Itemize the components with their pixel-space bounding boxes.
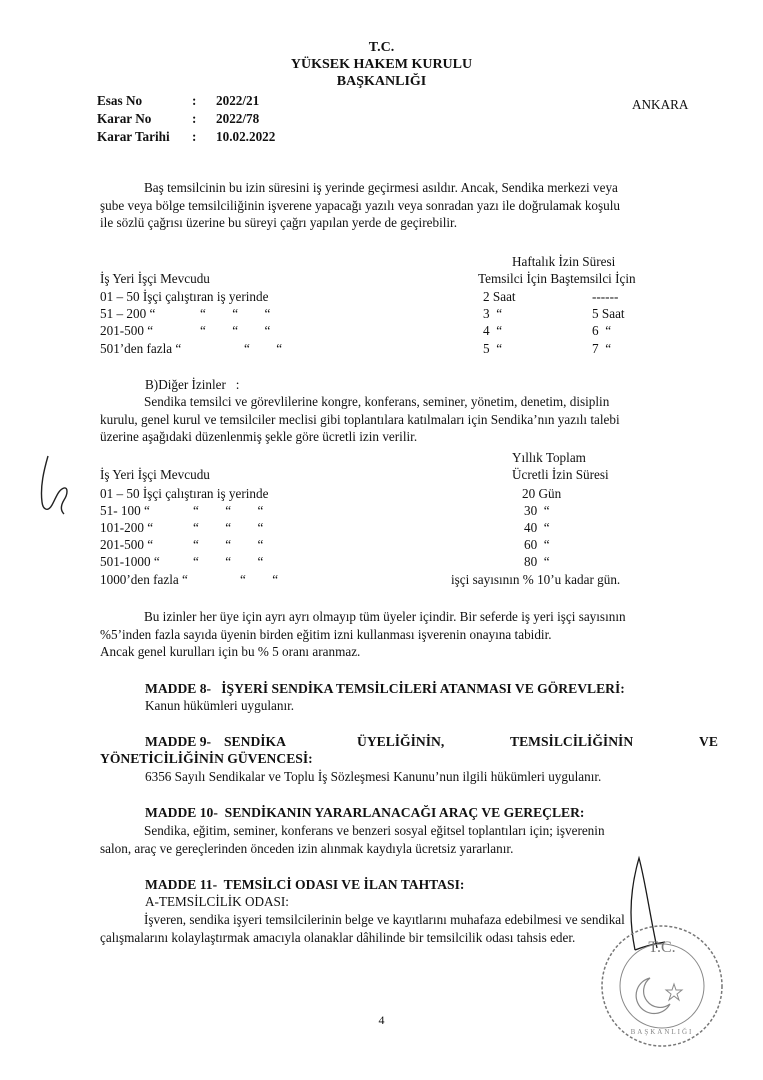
madde-10-title: MADDE 10- SENDİKANIN YARARLANACAĞI ARAÇ VE GEREÇLER: <box>145 805 585 820</box>
madde-11-line1: İşveren, sendika işyeri temsilcilerinin belge ve kayıtlarını muhafaza edebilmesi ve sendikal <box>144 912 625 927</box>
madde-9-t1: MADDE 9- <box>145 734 212 749</box>
table2-row-value: 20 Gün <box>522 486 562 501</box>
svg-text:T.C.: T.C. <box>648 939 676 956</box>
table2-row-label: 51- 100 “ <box>100 503 150 518</box>
table1-row-bastemsilci: ------ <box>592 289 619 304</box>
table1-row-bastemsilci: 5 Saat <box>592 306 625 321</box>
svg-text:BAŞKANLIĞI: BAŞKANLIĞI <box>630 1028 694 1036</box>
tarih-label: Karar Tarihi <box>97 129 170 144</box>
table2-title-2: Ücretli İzin Süresi <box>512 467 609 482</box>
karar-label: Karar No <box>97 111 152 126</box>
madde-8-title: MADDE 8- İŞYERİ SENDİKA TEMSİLCİLERİ ATANMASI VE GÖREVLERİ: <box>145 681 625 696</box>
tarih-value: 10.02.2022 <box>216 129 276 144</box>
table2-row-ditto: “ “ “ <box>193 503 264 518</box>
table2-row-value: işçi sayısının % 10’u kadar gün. <box>451 572 621 587</box>
header-office: BAŞKANLIĞI <box>336 74 427 89</box>
p2-line1: Bu izinler her üye için ayrı ayrı olmayıp tüm üyeler içindir. Bir seferde iş yeri işçi sayısının <box>144 609 626 624</box>
city: ANKARA <box>632 97 689 112</box>
b-line2: kurulu, genel kurul ve temsilciler meclisi gibi toplantılara katılmaları için Sendika’nın yazılı talebi <box>100 411 620 427</box>
b-section-heading: B)Diğer İzinler : <box>145 377 240 392</box>
table2-row-ditto: “ “ “ <box>193 520 264 535</box>
table2-row-label: 501-1000 “ <box>100 554 160 569</box>
madde-9-t5: VE <box>699 734 718 749</box>
esas-value: 2022/21 <box>216 93 260 108</box>
table2-row-value: 30 “ <box>524 503 550 518</box>
p2-line2: %5’inden fazla sayıda üyenin birden eğitim izni kullanması işverenin onayına tabidir. <box>100 626 552 642</box>
madde-11-line2: çalışmalarını kolaylaştırmak amacıyla olanaklar dâhilinde bir temsilcilik odası tahsis eder. <box>100 929 576 945</box>
madde-11-title: MADDE 11- TEMSİLCİ ODASI VE İLAN TAHTASI: <box>145 877 465 892</box>
table2-title-1: Yıllık Toplam <box>512 450 586 465</box>
p2-line3: Ancak genel kurulları için bu % 5 oranı aranmaz. <box>100 644 361 659</box>
table1-row-label: 201-500 “ <box>100 323 154 338</box>
table1-row-ditto: “ “ “ <box>200 323 271 338</box>
table2-row-ditto: “ “ <box>240 572 279 587</box>
madde-8-text: Kanun hükümleri uygulanır. <box>145 698 295 713</box>
table2-row-ditto: “ “ “ <box>193 554 264 569</box>
madde-9-text: 6356 Sayılı Sendikalar ve Toplu İş Sözleşmesi Kanunu’nun ilgili hükümleri uygulanır. <box>145 769 602 784</box>
table1-row-temsilci: 3 “ <box>483 306 503 321</box>
p1-line3: ile sözlü çağrısı üzerine bu süreyi çağrı yapılan yerde de geçirebilir. <box>100 215 458 230</box>
madde-10-line1: Sendika, eğitim, seminer, konferans ve benzeri sosyal eğitsel toplantıları için; işverenin <box>144 823 605 838</box>
table2-row-label: 201-500 “ <box>100 537 154 552</box>
esas-sep: : <box>192 93 197 108</box>
table1-title: Haftalık İzin Süresi <box>512 254 616 269</box>
table2-row-label: 1000’den fazla “ <box>100 572 188 587</box>
table1-row-bastemsilci: 7 “ <box>592 341 612 356</box>
table2-row-ditto: “ “ “ <box>193 537 264 552</box>
margin-signature-icon <box>34 450 74 520</box>
table2-row-value: 60 “ <box>524 537 550 552</box>
table1-row-ditto: “ “ “ <box>200 306 271 321</box>
madde-9-t6: YÖNETİCİLİĞİNİN GÜVENCESİ: <box>100 751 313 766</box>
p1-line1: Baş temsilcinin bu izin süresini iş yerinde geçirmesi asıldır. Ancak, Sendika merkezi veya <box>144 180 618 195</box>
header-tc: T.C. <box>368 40 395 55</box>
table1-row-ditto: “ “ <box>244 341 283 356</box>
paragraph-1 <box>100 179 720 232</box>
table2-row-label: 01 – 50 İşçi çalıştıran iş yerinde <box>100 486 269 501</box>
page-number: 4 <box>378 1013 385 1027</box>
table1-row-temsilci: 4 “ <box>483 323 503 338</box>
tarih-sep: : <box>192 129 197 144</box>
table1-row-label: 501’den fazla “ <box>100 341 182 356</box>
madde-11-sub: A-TEMSİLCİLİK ODASI: <box>145 894 289 909</box>
table1-row-label: 51 – 200 “ <box>100 306 156 321</box>
header-institution: YÜKSEK HAKEM KURULU <box>290 57 473 72</box>
table1-row-temsilci: 5 “ <box>483 341 503 356</box>
karar-value: 2022/78 <box>216 111 260 126</box>
table1-row-bastemsilci: 6 “ <box>592 323 612 338</box>
madde-9-t4: TEMSİLCİLİĞİNİN <box>510 734 634 749</box>
b-line3: üzerine aşağıdaki düzenlenmiş şekle göre ücretli izin verilir. <box>100 429 418 444</box>
table2-row-label: 101-200 “ <box>100 520 154 535</box>
paragraph-2 <box>100 608 720 661</box>
esas-label: Esas No <box>97 93 143 108</box>
table1-col-left: İş Yeri İşçi Mevcudu <box>100 271 210 286</box>
table2-col-left: İş Yeri İşçi Mevcudu <box>100 467 210 482</box>
madde-10-line2: salon, araç ve gereçlerinden önceden izin alınmak kaydıyla ücretsiz yararlanır. <box>100 840 514 856</box>
b-section-paragraph <box>100 393 720 446</box>
b-line1: Sendika temsilci ve görevlilerine kongre, konferans, seminer, yönetim, denetim, disiplin <box>144 394 610 409</box>
official-stamp-icon <box>598 922 726 1050</box>
table1-col-right: Temsilci İçin Baştemsilci İçin <box>478 271 636 286</box>
karar-sep: : <box>192 111 197 126</box>
table2-row-value: 80 “ <box>524 554 550 569</box>
table1-row-label: 01 – 50 İşçi çalıştıran iş yerinde <box>100 289 269 304</box>
p1-line2: şube veya bölge temsilciliğinin işverene yapacağı yazılı veya sonradan yazı ile doğrulamak koşulu <box>100 197 621 213</box>
madde-9-t3: ÜYELİĞİNİN, <box>357 734 445 749</box>
table1-row-temsilci: 2 Saat <box>483 289 516 304</box>
madde-9-t2: SENDİKA <box>224 734 286 749</box>
table2-row-value: 40 “ <box>524 520 550 535</box>
